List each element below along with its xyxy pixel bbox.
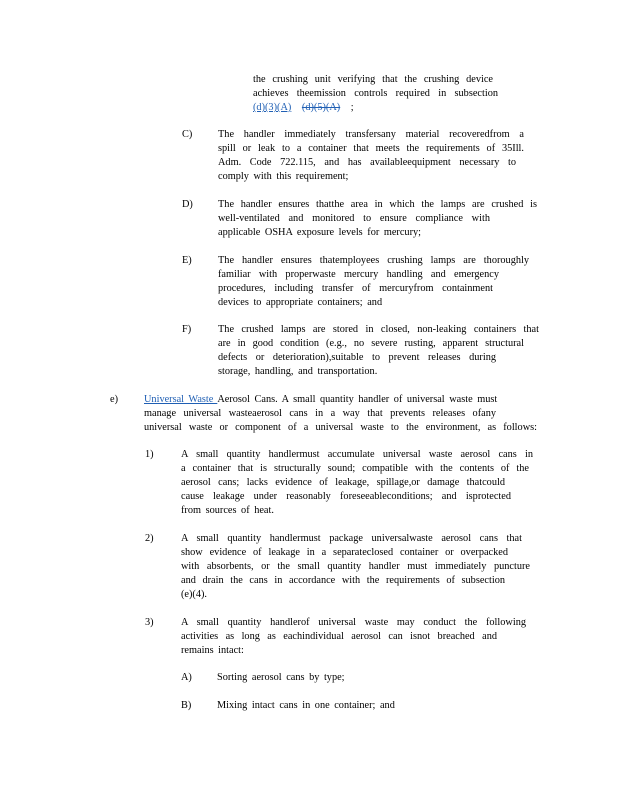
- universal-waste-link[interactable]: Universal Waste: [144, 394, 218, 405]
- item-2-line: show evidence of leakage in a separateclosed container or overpacked: [181, 547, 508, 558]
- item-f-line: storage, handling, and transportation.: [218, 366, 378, 377]
- deleted-reference[interactable]: (d)(5)(A): [301, 102, 341, 113]
- inserted-reference[interactable]: (d)(3)(A): [253, 102, 292, 113]
- item-1-line: from sources of heat.: [181, 505, 274, 516]
- item-label: 1): [145, 449, 154, 460]
- item-d-line: well-ventilated and monitored to ensure compliance with: [218, 213, 490, 224]
- item-b-text: Mixing intact cans in one container; and: [217, 700, 395, 711]
- item-label: F): [182, 324, 192, 335]
- item-label: 2): [145, 533, 154, 544]
- section-e-first-line: [144, 393, 537, 407]
- item-c-line: Adm. Code 722.115, and has availableequipment necessary to: [218, 157, 516, 168]
- item-3-line: remains intact:: [181, 645, 244, 656]
- item-d-line: The handler ensures thatthe area in which the lamps are crushed is: [218, 199, 537, 210]
- fragment-end: ;: [350, 102, 354, 113]
- item-label: E): [182, 255, 192, 266]
- item-3-line: A small quantity handlerof universal waste may conduct the following: [181, 617, 526, 628]
- item-f-line: The crushed lamps are stored in closed, non-leaking containers that: [218, 324, 539, 335]
- item-c-line: comply with this requirement;: [218, 171, 349, 182]
- section-e-line: universal waste or component of a universal waste to the environment, as follows:: [144, 422, 537, 433]
- section-e-line: manage universal wasteaerosol cans in a way that prevents releases ofany: [144, 408, 496, 419]
- item-label: B): [181, 700, 192, 711]
- item-1-line: aerosol cans; lacks evidence of leakage, spillage,or damage thatcould: [181, 477, 505, 488]
- item-e-line: familiar with properwaste mercury handling and emergency: [218, 269, 499, 280]
- item-2-line: and drain the cans in accordance with the requirements of subsection: [181, 575, 505, 586]
- item-a-text: Sorting aerosol cans by type;: [217, 672, 345, 683]
- item-f-line: defects or deterioration),suitable to prevent releases during: [218, 352, 496, 363]
- fragment-line: the crushing unit verifying that the crushing device: [253, 74, 493, 85]
- item-2-line: A small quantity handlermust package universalwaste aerosol cans that: [181, 533, 522, 544]
- item-label: D): [182, 199, 193, 210]
- item-e-line: devices to appropriate containers; and: [218, 297, 383, 308]
- item-d-line: applicable OSHA exposure levels for mercury;: [218, 227, 422, 238]
- item-label: C): [182, 129, 193, 140]
- section-e-text: Aerosol Cans. A small quantity handler of universal waste must: [217, 394, 498, 405]
- section-label: e): [110, 394, 118, 405]
- item-1-line: A small quantity handlermust accumulate universal waste aerosol cans in: [181, 449, 533, 460]
- fragment-line: achieves theemission controls required in subsection: [253, 88, 498, 99]
- item-e-line: The handler ensures thatemployees crushing lamps are thoroughly: [218, 255, 529, 266]
- item-3-line: activities as long as eachindividual aerosol can isnot breached and: [181, 631, 497, 642]
- item-2-line: (e)(4).: [181, 589, 208, 600]
- item-1-line: cause leakage under reasonably foreseeableconditions; and isprotected: [181, 491, 511, 502]
- item-e-line: procedures, including transfer of mercuryfrom containment: [218, 283, 493, 294]
- item-c-line: spill or leak to a container that meets the requirements of 35Ill.: [218, 143, 524, 154]
- fragment-line: [253, 101, 354, 115]
- item-1-line: a container that is structurally sound; compatible with the contents of the: [181, 463, 529, 474]
- item-c-line: The handler immediately transfersany material recoveredfrom a: [218, 129, 524, 140]
- item-label: 3): [145, 617, 154, 628]
- item-2-line: with absorbents, or the small quantity handler must immediately puncture: [181, 561, 530, 572]
- item-label: A): [181, 672, 192, 683]
- item-f-line: are in good condition (e.g., no severe rusting, apparent structural: [218, 338, 524, 349]
